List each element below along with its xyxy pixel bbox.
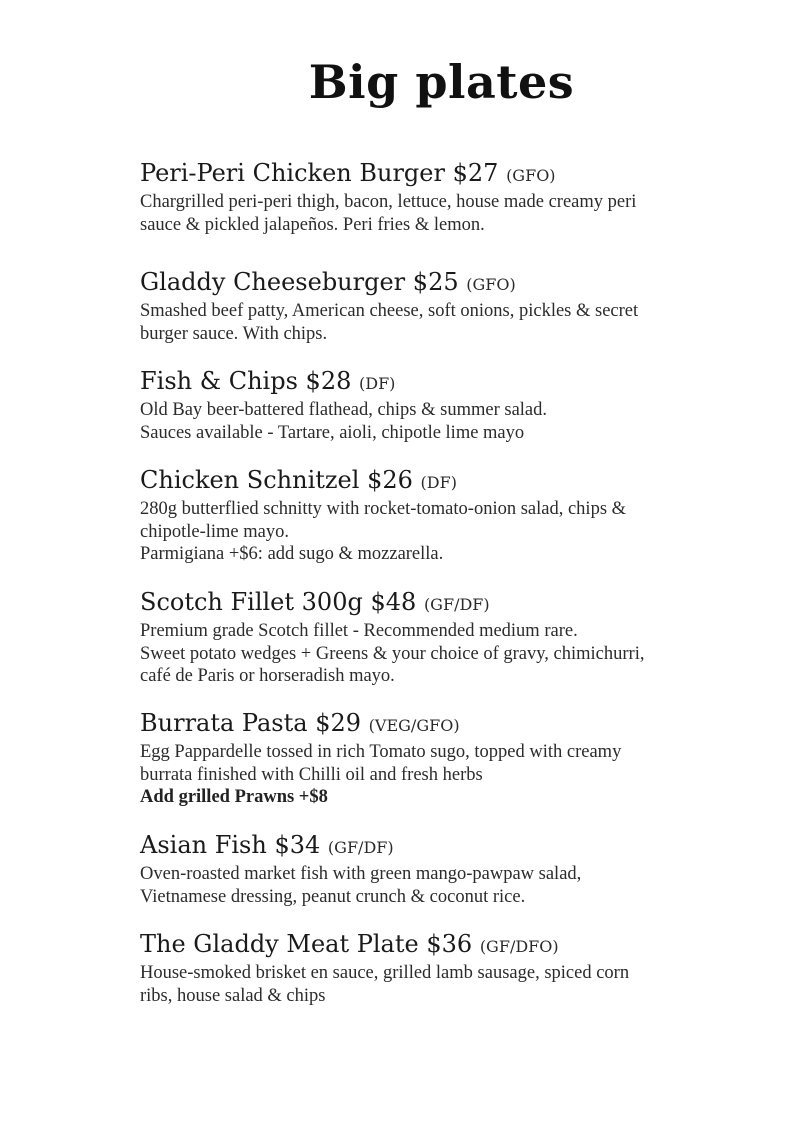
menu-item-name: Chicken Schnitzel	[140, 466, 360, 494]
menu-item	[140, 366, 740, 444]
menu-item-description	[140, 863, 740, 908]
menu-item-heading	[140, 929, 740, 962]
menu-item-price: $26	[367, 466, 413, 494]
description-line: Chargrilled peri-peri thigh, bacon, lettuce, house made creamy peri	[140, 192, 637, 212]
description-line: House-smoked brisket en sauce, grilled lamb sausage, spiced corn	[140, 963, 630, 983]
dietary-tag: (GFO)	[466, 275, 516, 294]
page-title: Big plates	[308, 55, 575, 109]
description-line: burrata finished with Chilli oil and fresh herbs	[140, 764, 483, 785]
menu-item-heading	[140, 830, 740, 863]
menu-item-name: Burrata Pasta	[140, 709, 308, 737]
description-line: Premium grade Scotch fillet - Recommended medium rare.	[140, 621, 578, 641]
menu-item-heading	[140, 267, 740, 300]
menu-item-heading	[140, 587, 740, 620]
description-line: Smashed beef patty, American cheese, soft onions, pickles & secret	[140, 301, 639, 321]
description-line: Parmigiana +$6: add sugo & mozzarella.	[140, 544, 444, 564]
menu-item	[140, 267, 740, 345]
menu-item-name: Fish & Chips	[140, 367, 298, 395]
menu-item-description	[140, 962, 740, 1007]
description-line: 280g butterflied schnitty with rocket-tomato-onion salad, chips &	[140, 499, 627, 519]
menu-item-price: $34	[274, 831, 321, 859]
menu-item-name: Scotch Fillet 300g	[140, 588, 363, 616]
description-line: Egg Pappardelle tossed in rich Tomato sugo, topped with creamy	[140, 742, 622, 762]
menu-item	[140, 465, 740, 566]
dietary-tag: (DF)	[420, 473, 457, 492]
menu-item-name: Gladdy Cheeseburger	[140, 268, 406, 296]
menu-item-name: Asian Fish	[140, 831, 267, 859]
menu-item-add-on: Add grilled Prawns +$8	[140, 787, 328, 807]
description-line: Vietnamese dressing, peanut crunch & coconut rice.	[140, 886, 526, 907]
menu-item-description	[140, 191, 740, 236]
menu-item	[140, 708, 740, 809]
menu-item	[140, 587, 740, 688]
menu-item	[140, 929, 740, 1007]
description-line: Oven-roasted market fish with green mango-pawpaw salad,	[140, 864, 582, 884]
menu-item-price: $48	[370, 588, 417, 616]
description-line: café de Paris or horseradish mayo.	[140, 666, 395, 686]
description-line: sauce & pickled jalapeños. Peri fries & lemon.	[140, 214, 485, 235]
menu-item	[140, 830, 740, 908]
description-line: Old Bay beer-battered flathead, chips & summer salad.	[140, 400, 547, 420]
description-line: ribs, house salad & chips	[140, 985, 326, 1006]
menu-item-description	[140, 399, 740, 444]
menu-item-price: $27	[452, 159, 499, 187]
menu-item-description	[140, 300, 740, 345]
dietary-tag: (DF)	[359, 374, 396, 393]
menu-item	[140, 158, 740, 236]
menu-item-heading	[140, 366, 740, 399]
menu-item-heading	[140, 465, 740, 498]
menu-item-price: $25	[412, 268, 459, 296]
menu-item-name: The Gladdy Meat Plate	[140, 930, 419, 958]
dietary-tag: (VEG/GFO)	[368, 716, 460, 735]
description-line: chipotle-lime mayo.	[140, 521, 289, 542]
dietary-tag: (GFO)	[506, 166, 556, 185]
menu-item-price: $36	[426, 930, 473, 958]
dietary-tag: (GF/DFO)	[479, 937, 559, 956]
menu-item-heading	[140, 158, 740, 191]
menu-item-description	[140, 498, 740, 566]
menu-item-description	[140, 620, 740, 688]
description-line: burger sauce. With chips.	[140, 323, 328, 344]
menu-item-name: Peri-Peri Chicken Burger	[140, 159, 445, 187]
menu-item-description	[140, 741, 740, 809]
dietary-tag: (GF/DF)	[423, 595, 490, 614]
menu-item-price: $29	[315, 709, 362, 737]
description-line: Sweet potato wedges + Greens & your choice of gravy, chimichurri,	[140, 643, 645, 664]
menu-item-heading	[140, 708, 740, 741]
dietary-tag: (GF/DF)	[327, 838, 394, 857]
description-line: Sauces available - Tartare, aioli, chipotle lime mayo	[140, 422, 525, 443]
menu-item-price: $28	[305, 367, 352, 395]
